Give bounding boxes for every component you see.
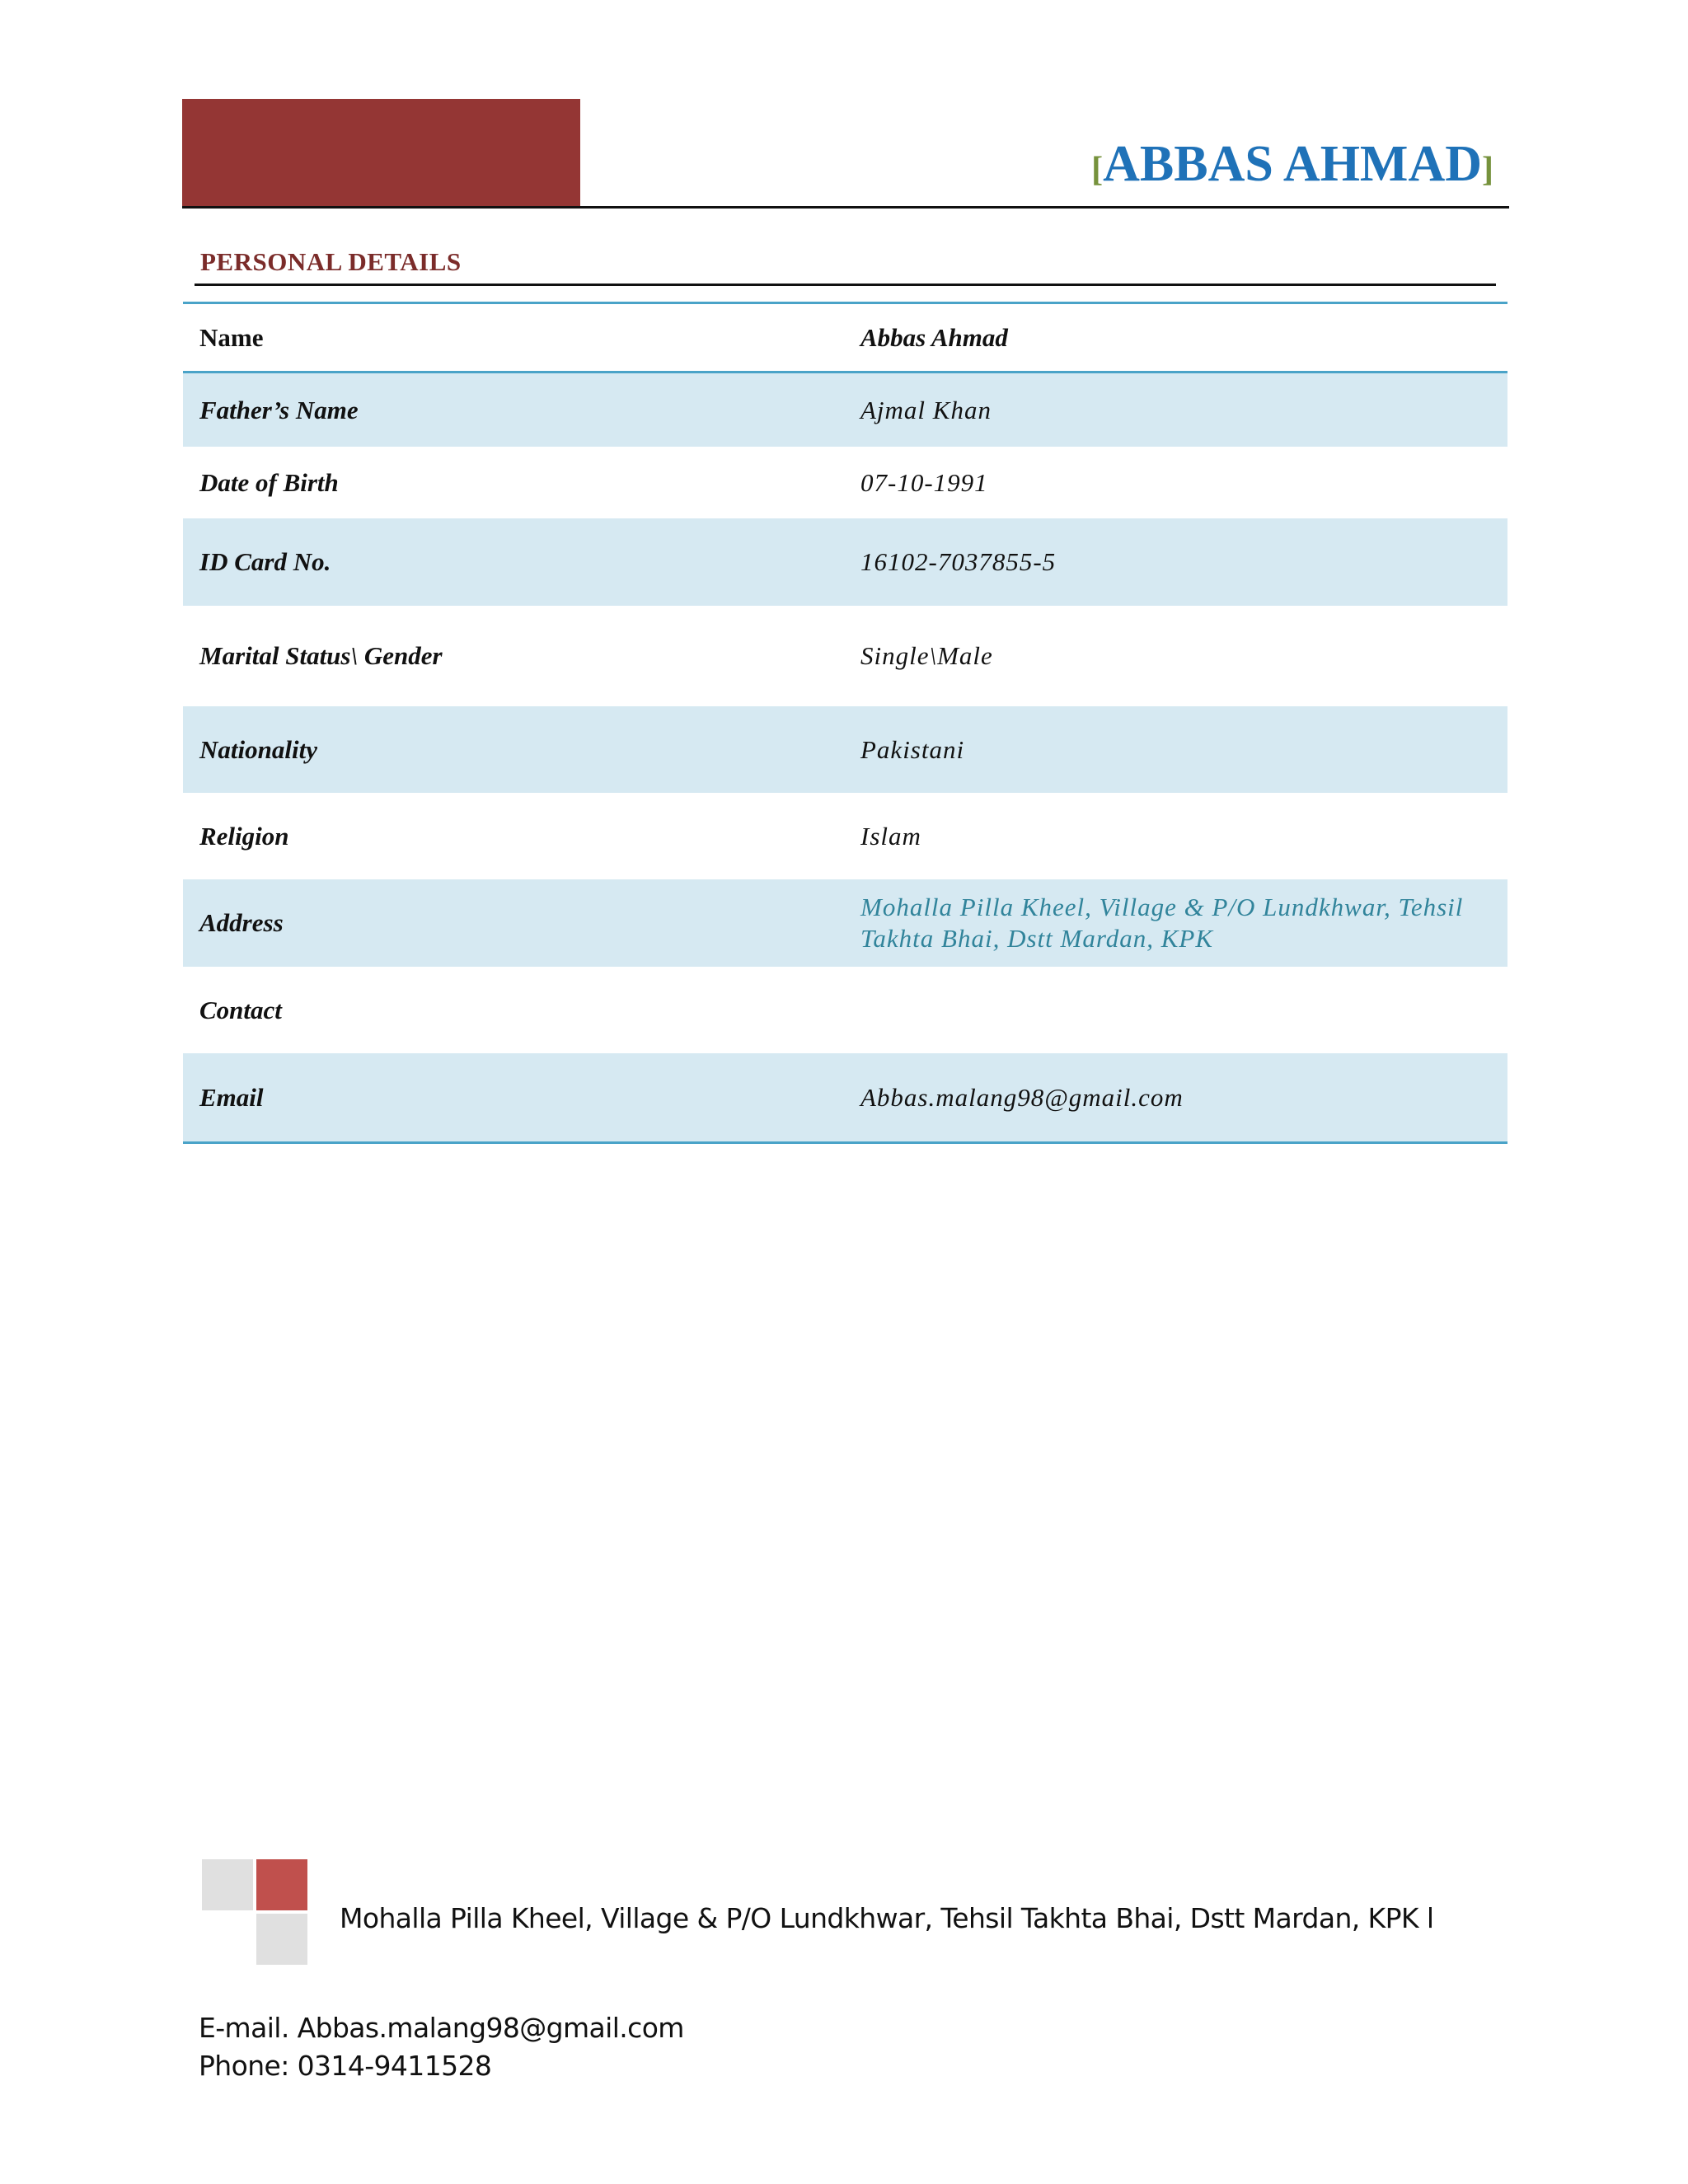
- value-marital-status-gender: Single\Male: [860, 641, 993, 670]
- label-address: Address: [199, 908, 284, 937]
- label-fathers-name: Father’s Name: [199, 395, 359, 424]
- row-id-card: [183, 518, 1507, 606]
- resume-name-title: [1091, 138, 1493, 190]
- bracket-open: [: [1091, 151, 1104, 189]
- row-date-of-birth: [183, 447, 1507, 518]
- value-nationality: Pakistani: [860, 734, 965, 764]
- value-name: Abbas Ahmad: [860, 322, 1008, 352]
- label-nationality: Nationality: [199, 734, 317, 764]
- value-id-card: 16102-7037855-5: [860, 547, 1057, 576]
- label-email: Email: [199, 1082, 264, 1112]
- label-religion: Religion: [199, 821, 289, 851]
- candidate-name: ABBAS AHMAD: [1103, 136, 1482, 192]
- label-contact: Contact: [199, 995, 282, 1024]
- footer-email: E-mail. Abbas.malang98@gmail.com: [199, 2012, 684, 2044]
- row-contact: [183, 967, 1507, 1053]
- row-marital-status-gender: [183, 606, 1507, 706]
- header-divider: [182, 206, 1509, 209]
- footer-address: Mohalla Pilla Kheel, Village & P/O Lundkhwar, Tehsil Takhta Bhai, Dstt Mardan, KPK l: [340, 1902, 1434, 1934]
- value-fathers-name: Ajmal Khan: [860, 395, 992, 424]
- section-divider: [195, 284, 1496, 286]
- footer-square-gray-bottom: [256, 1914, 307, 1965]
- row-nationality: [183, 706, 1507, 793]
- personal-details-table: [183, 302, 1507, 1144]
- label-name: Name: [199, 322, 264, 352]
- section-title-personal-details: PERSONAL DETAILS: [200, 247, 462, 276]
- value-email: Abbas.malang98@gmail.com: [860, 1082, 1184, 1112]
- label-marital-status-gender: Marital Status\ Gender: [199, 641, 443, 670]
- header-color-block: [182, 99, 580, 209]
- footer-square-red: [256, 1859, 307, 1910]
- label-date-of-birth: Date of Birth: [199, 467, 339, 497]
- label-id-card: ID Card No.: [199, 547, 331, 576]
- row-religion: [183, 793, 1507, 879]
- value-date-of-birth: 07-10-1991: [860, 467, 988, 497]
- bracket-close: ]: [1482, 151, 1493, 189]
- footer-square-gray-left: [202, 1859, 253, 1910]
- row-name: [183, 304, 1507, 373]
- footer-phone: Phone: 0314-9411528: [199, 2050, 492, 2082]
- value-religion: Islam: [860, 821, 921, 851]
- row-email: [183, 1053, 1507, 1141]
- row-address: [183, 879, 1507, 967]
- row-fathers-name: [183, 373, 1507, 447]
- value-address: Mohalla Pilla Kheel, Village & P/O Lundkhwar, Tehsil Takhta Bhai, Dstt Mardan, KPK: [860, 893, 1464, 953]
